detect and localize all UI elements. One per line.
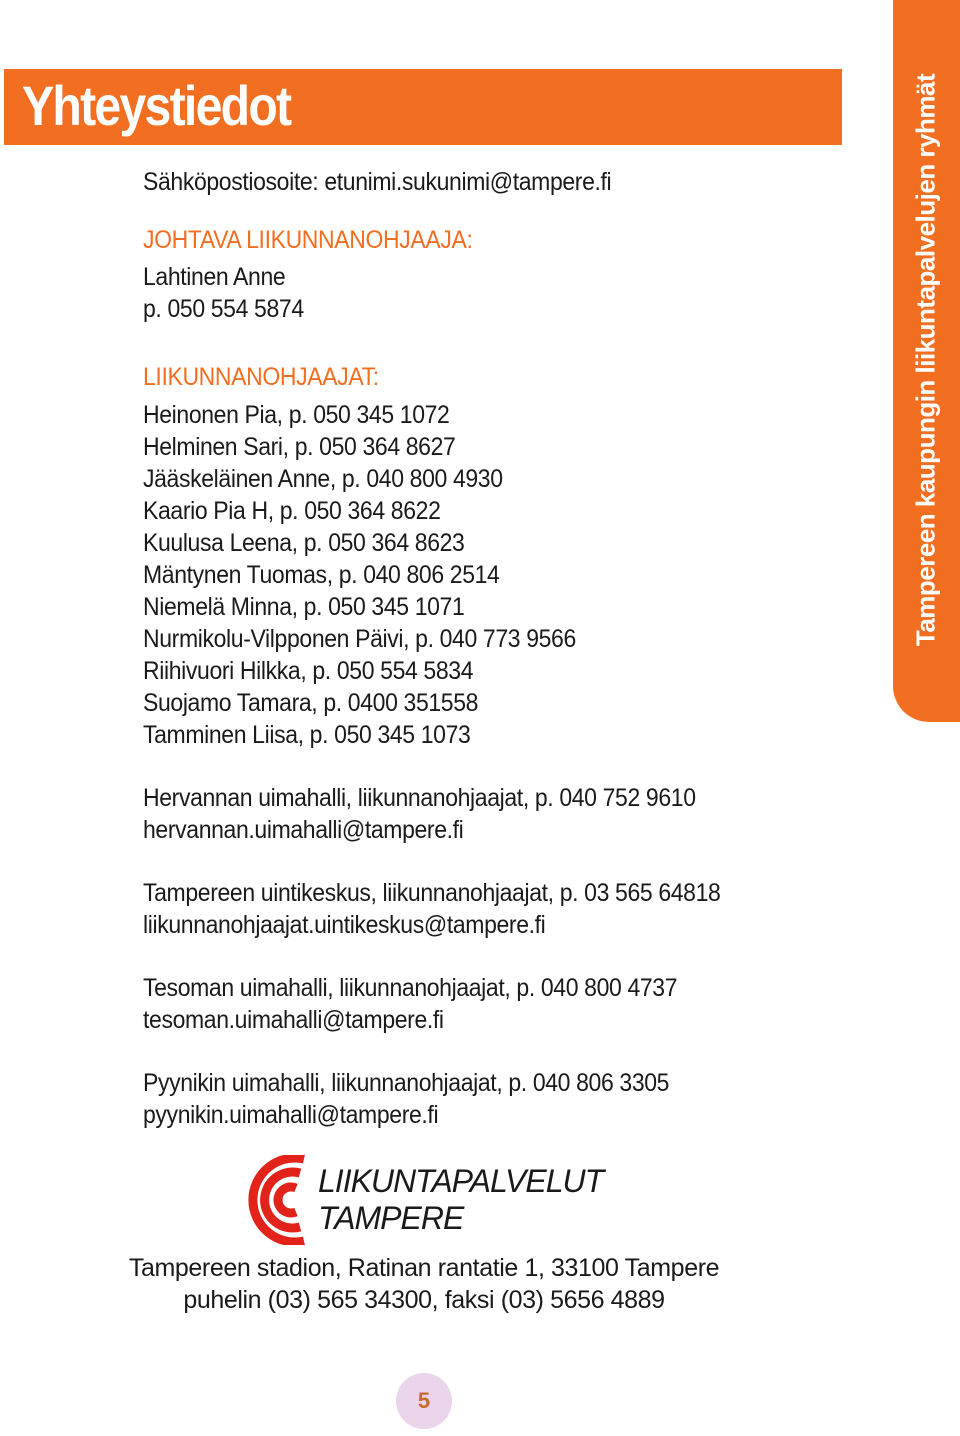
instructor-item: Jääskeläinen Anne, p. 040 800 4930 [143,465,503,493]
lead-phone: p. 050 554 5874 [143,295,304,323]
lead-name: Lahtinen Anne [143,263,286,291]
pool-email: tesoman.uimahalli@tampere.fi [143,1006,444,1034]
instructor-item: Heinonen Pia, p. 050 345 1072 [143,401,450,429]
pool-email: hervannan.uimahalli@tampere.fi [143,816,464,844]
logo-line1: LIIKUNTAPALVELUT [318,1163,604,1199]
page-title: Yhteystiedot [22,74,291,137]
side-tab [893,0,960,722]
side-tab-label: Tampereen kaupungin liikuntapalvelujen ryhmät [910,73,941,647]
instructor-item: Helminen Sari, p. 050 364 8627 [143,433,456,461]
pool-contact: Tesoman uimahalli, liikunnanohjaajat, p. 040 800 4737 [143,974,678,1002]
pool-email: pyynikin.uimahalli@tampere.fi [143,1101,439,1129]
instructor-item: Nurmikolu-Vilpponen Päivi, p. 040 773 9566 [143,625,576,653]
instructor-item: Niemelä Minna, p. 050 345 1071 [143,593,465,621]
pool-email: liikunnanohjaajat.uintikeskus@tampere.fi [143,911,546,939]
instructor-item: Tamminen Liisa, p. 050 345 1073 [143,721,471,749]
pool-contact: Hervannan uimahalli, liikunnanohjaajat, p. 040 752 9610 [143,784,696,812]
page-number: 5 [396,1373,452,1429]
liikuntapalvelut-logo [230,1155,310,1250]
instructor-item: Mäntynen Tuomas, p. 040 806 2514 [143,561,500,589]
footer-phone: puhelin (03) 565 34300, faksi (03) 5656 4889 [183,1286,665,1314]
pool-contact: Tampereen uintikeskus, liikunnanohjaajat, p. 03 565 64818 [143,879,721,907]
instructor-item: Kuulusa Leena, p. 050 364 8623 [143,529,465,557]
instructor-item: Suojamo Tamara, p. 0400 351558 [143,689,479,717]
logo-line2: TAMPERE [318,1200,464,1236]
pool-contact: Pyynikin uimahalli, liikunnanohjaajat, p. 040 806 3305 [143,1069,670,1097]
instructors-heading: LIIKUNNANOHJAAJAT: [143,363,379,391]
lead-heading: JOHTAVA LIIKUNNANOHJAAJA: [143,226,473,254]
logo-mark-icon [230,1155,310,1245]
instructor-item: Kaario Pia H, p. 050 364 8622 [143,497,441,525]
title-bar [4,69,842,145]
footer-address: Tampereen stadion, Ratinan rantatie 1, 33100 Tampere [128,1254,720,1282]
email-format: Sähköpostiosoite: etunimi.sukunimi@tampere.fi [143,168,612,196]
instructor-item: Riihivuori Hilkka, p. 050 554 5834 [143,657,474,685]
